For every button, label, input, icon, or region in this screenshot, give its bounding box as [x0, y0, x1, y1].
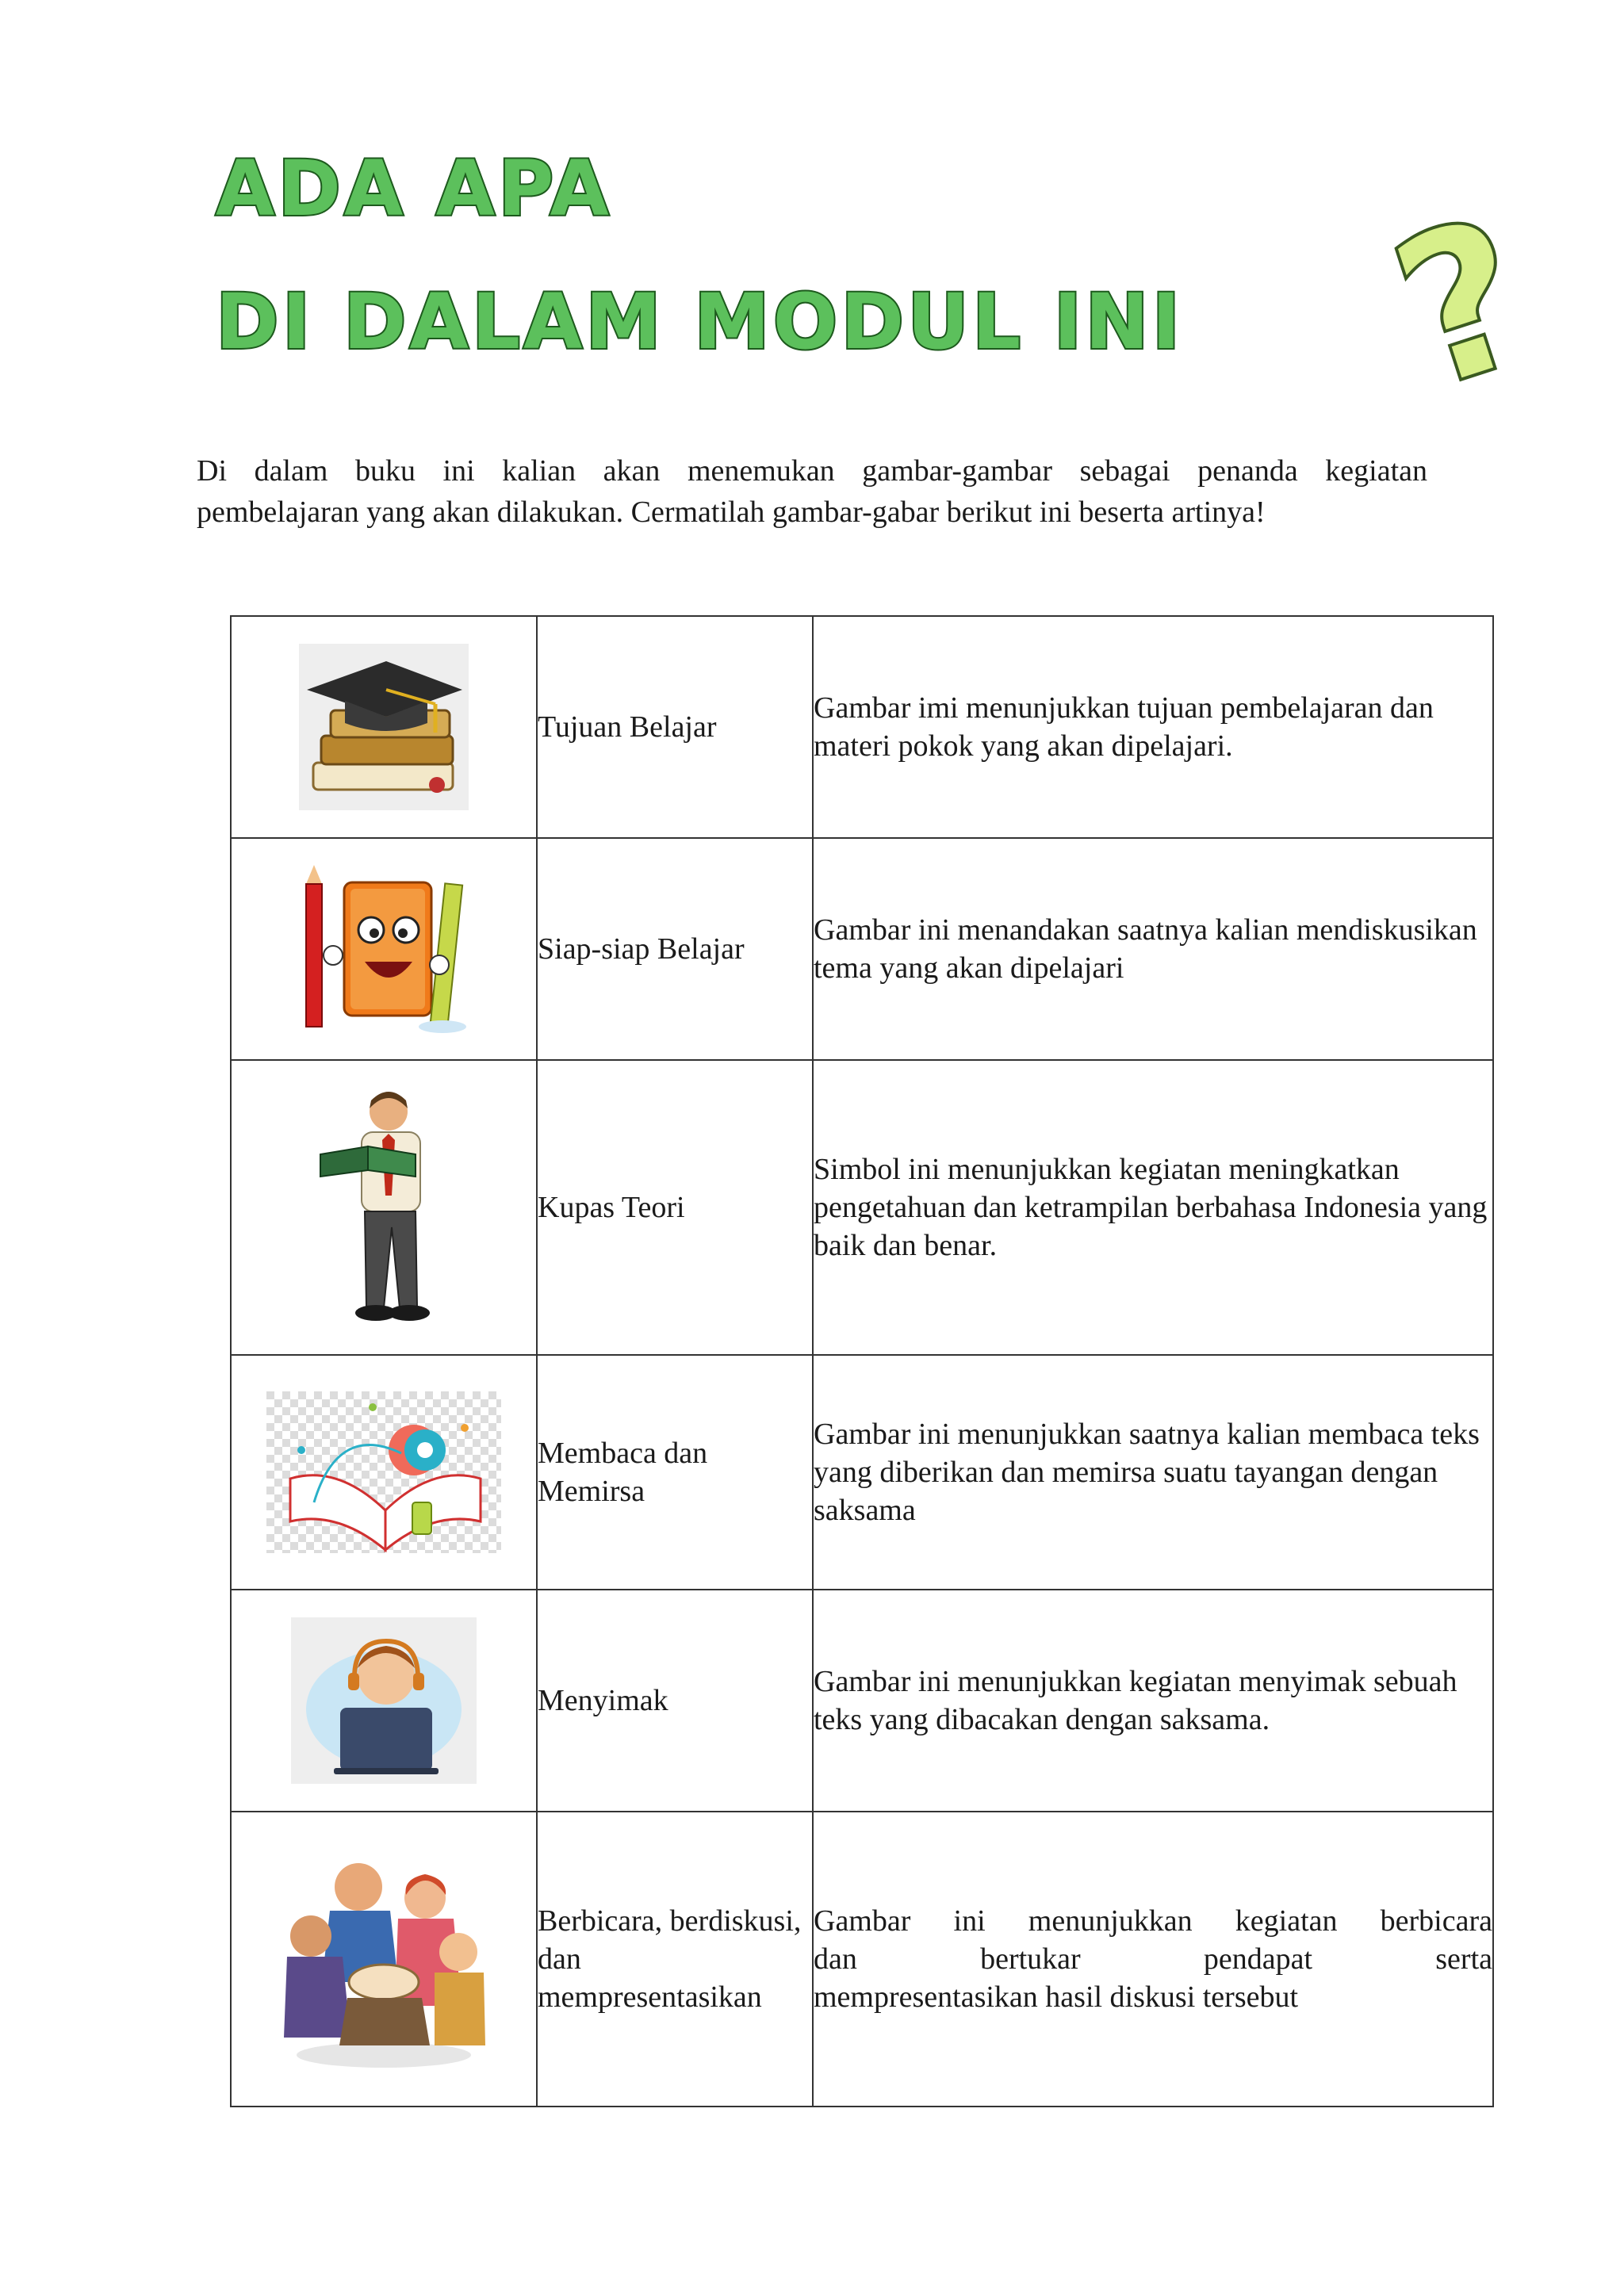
table-row: [231, 616, 1493, 838]
icon-cell: [231, 1355, 537, 1590]
table-row: [231, 1812, 1493, 2107]
row-desc-line-2: dan bertukar pendapat serta: [814, 1942, 1492, 1976]
row-desc-line-3: mempresentasikan hasil diskusi tersebut: [814, 1980, 1299, 2014]
row-name-cell: Kupas Teori: [537, 1060, 813, 1355]
row-desc-cell: Gambar ini menunjukkan kegiatan menyimak sebuah teks yang dibacakan dengan saksama.: [813, 1590, 1493, 1812]
row-desc-cell: Gambar imi menunjukkan tujuan pembelajaran dan materi pokok yang akan dipelajari.: [813, 616, 1493, 838]
table-row: [231, 838, 1493, 1060]
intro-paragraph: [197, 450, 1427, 533]
icon-cell: [231, 1590, 537, 1812]
title-line-2: DI DALAM MODUL INI: [216, 277, 1184, 366]
row-name-cell: Tujuan Belajar: [537, 616, 813, 838]
book-pencil-ruler-icon: [292, 860, 476, 1038]
row-name-cell: Berbicara, berdiskusi, dan mempresentasikan: [537, 1812, 813, 2107]
question-mark-glyph: ?: [1368, 172, 1557, 438]
book-media-icon: [266, 1391, 501, 1553]
question-mark-icon: [1368, 172, 1557, 438]
intro-line-2: pembelajaran yang akan dilakukan. Cermatilah gambar-gabar berikut ini beserta artinya!: [197, 496, 1266, 529]
row-name-cell: Menyimak: [537, 1590, 813, 1812]
title-line-1: ADA APA: [216, 144, 612, 233]
icon-cell: [231, 1060, 537, 1355]
row-desc-cell: Gambar ini menandakan saatnya kalian mendiskusikan tema yang akan dipelajari: [813, 838, 1493, 1060]
intro-line-1: Di dalam buku ini kalian akan menemukan gambar-gambar sebagai penanda kegiatan: [197, 454, 1427, 488]
teacher-reading-icon: [312, 1085, 455, 1330]
row-desc-cell: Simbol ini menunjukkan kegiatan meningkatkan pengetahuan dan ketrampilan berbahasa Indonesia yang baik dan benar.: [813, 1060, 1493, 1355]
row-desc-cell: [813, 1812, 1493, 2107]
table-row: [231, 1355, 1493, 1590]
row-name-cell: Membaca dan Memirsa: [537, 1355, 813, 1590]
boy-headphones-laptop-icon: [291, 1617, 477, 1784]
table-row: [231, 1590, 1493, 1812]
table-row: [231, 1060, 1493, 1355]
icon-legend-table: [230, 615, 1494, 2107]
icon-cell: [231, 616, 537, 838]
row-name-cell: Siap-siap Belajar: [537, 838, 813, 1060]
icon-cell: [231, 838, 537, 1060]
row-desc-cell: Gambar ini menunjukkan saatnya kalian membaca teks yang diberikan dan memirsa suatu tayangan dengan saksama: [813, 1355, 1493, 1590]
row-desc-line-1: Gambar ini menunjukkan kegiatan berbicara: [814, 1904, 1492, 1938]
graduation-cap-books-icon: [299, 644, 469, 810]
icon-cell: [231, 1812, 537, 2107]
group-discussion-icon: [279, 1847, 488, 2071]
